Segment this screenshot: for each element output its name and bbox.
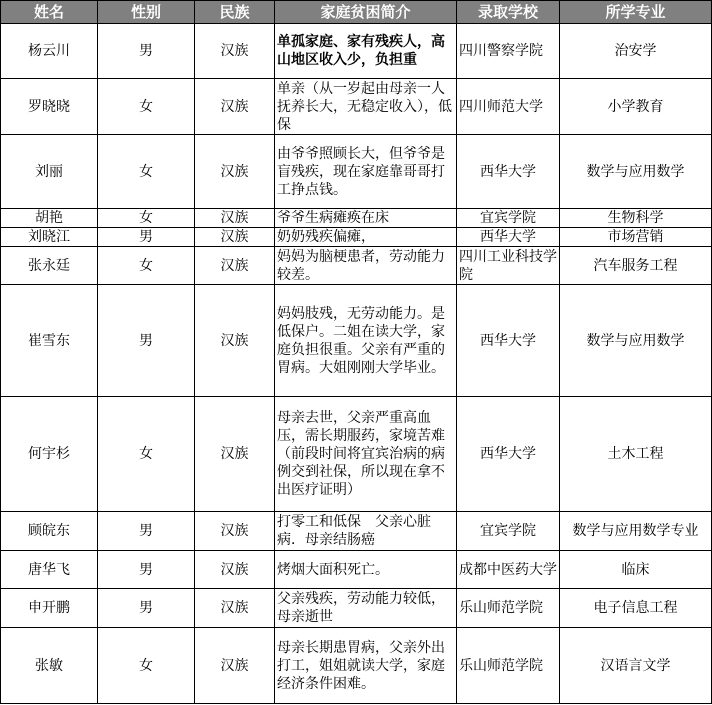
- table-row: [1, 24, 712, 79]
- cell-school: 西华大学: [457, 135, 560, 209]
- cell-major: 汉语言文学: [560, 628, 712, 704]
- table-row: [1, 628, 712, 704]
- cell-major: 生物科学: [560, 209, 712, 228]
- cell-gender: 男: [98, 228, 195, 247]
- table-row: [1, 512, 712, 551]
- cell-note: 母亲去世，父亲严重高血压，需长期服药，家境苦难（前段时间将宜宾治病的病例交到社保，所以现在拿不出医疗证明）: [275, 397, 457, 512]
- cell-school: 四川师范大学: [457, 79, 560, 135]
- cell-name: 杨云川: [1, 24, 98, 79]
- cell-gender: 女: [98, 628, 195, 704]
- cell-name: 顾皖东: [1, 512, 98, 551]
- cell-ethnicity: 汉族: [195, 209, 275, 228]
- table-row: [1, 209, 712, 228]
- cell-ethnicity: 汉族: [195, 247, 275, 285]
- cell-gender: 女: [98, 135, 195, 209]
- cell-ethnicity: 汉族: [195, 512, 275, 551]
- cell-gender: 男: [98, 24, 195, 79]
- header-row: [1, 1, 712, 24]
- cell-major: 土木工程: [560, 397, 712, 512]
- cell-major: 数学与应用数学: [560, 285, 712, 397]
- cell-name: 张永廷: [1, 247, 98, 285]
- table-row: [1, 79, 712, 135]
- cell-ethnicity: 汉族: [195, 135, 275, 209]
- cell-ethnicity: 汉族: [195, 79, 275, 135]
- cell-ethnicity: 汉族: [195, 228, 275, 247]
- cell-gender: 男: [98, 551, 195, 589]
- header-school: 录取学校: [457, 1, 560, 24]
- cell-school: 乐山师范学院: [457, 589, 560, 628]
- cell-school: 宜宾学院: [457, 209, 560, 228]
- cell-major: 数学与应用数学: [560, 135, 712, 209]
- cell-school: 西华大学: [457, 285, 560, 397]
- cell-note: 单亲（从一岁起由母亲一人抚养长大，无稳定收入），低保: [275, 79, 457, 135]
- cell-major: 临床: [560, 551, 712, 589]
- cell-note: 父亲残疾，劳动能力较低，母亲逝世: [275, 589, 457, 628]
- cell-note: 妈妈为脑梗患者，劳动能力较差。: [275, 247, 457, 285]
- cell-name: 唐华飞: [1, 551, 98, 589]
- cell-school: 西华大学: [457, 228, 560, 247]
- cell-gender: 女: [98, 79, 195, 135]
- cell-school: 成都中医药大学: [457, 551, 560, 589]
- cell-major: 电子信息工程: [560, 589, 712, 628]
- cell-note: 由爷爷照顾长大，但爷爷是盲残疾，现在家庭靠哥哥打工挣点钱。: [275, 135, 457, 209]
- cell-note: 烤烟大面积死亡。: [275, 551, 457, 589]
- cell-name: 刘晓江: [1, 228, 98, 247]
- table-row: [1, 135, 712, 209]
- table-row: [1, 228, 712, 247]
- cell-school: 宜宾学院: [457, 512, 560, 551]
- cell-ethnicity: 汉族: [195, 285, 275, 397]
- cell-ethnicity: 汉族: [195, 551, 275, 589]
- cell-name: 胡艳: [1, 209, 98, 228]
- table-row: [1, 285, 712, 397]
- cell-note: 单孤家庭、家有残疾人，高山地区收入少，负担重: [275, 24, 457, 79]
- table-row: [1, 247, 712, 285]
- cell-ethnicity: 汉族: [195, 628, 275, 704]
- header-note: 家庭贫困简介: [275, 1, 457, 24]
- cell-gender: 男: [98, 285, 195, 397]
- cell-gender: 男: [98, 512, 195, 551]
- cell-note: 爷爷生病瘫痪在床: [275, 209, 457, 228]
- cell-name: 何宇杉: [1, 397, 98, 512]
- cell-ethnicity: 汉族: [195, 589, 275, 628]
- header-gender: 性别: [98, 1, 195, 24]
- cell-school: 四川工业科技学院: [457, 247, 560, 285]
- table-row: [1, 551, 712, 589]
- cell-major: 数学与应用数学专业: [560, 512, 712, 551]
- header-name: 姓名: [1, 1, 98, 24]
- cell-ethnicity: 汉族: [195, 24, 275, 79]
- cell-name: 张敏: [1, 628, 98, 704]
- header-ethnicity: 民族: [195, 1, 275, 24]
- cell-note: 妈妈肢残，无劳动能力。是低保户。二姐在读大学，家庭负担很重。父亲有严重的胃病。大姐刚刚大学毕业。: [275, 285, 457, 397]
- cell-note: 母亲长期患胃病，父亲外出打工，姐姐就读大学，家庭经济条件困难。: [275, 628, 457, 704]
- cell-note: 奶奶残疾偏瘫，: [275, 228, 457, 247]
- cell-gender: 女: [98, 397, 195, 512]
- cell-major: 市场营销: [560, 228, 712, 247]
- cell-school: 四川警察学院: [457, 24, 560, 79]
- cell-note: 打零工和低保 父亲心脏病．母亲结肠癌: [275, 512, 457, 551]
- table-row: [1, 397, 712, 512]
- header-major: 所学专业: [560, 1, 712, 24]
- cell-major: 治安学: [560, 24, 712, 79]
- cell-school: 乐山师范学院: [457, 628, 560, 704]
- cell-major: 小学教育: [560, 79, 712, 135]
- table-row: [1, 589, 712, 628]
- cell-school: 西华大学: [457, 397, 560, 512]
- cell-name: 罗晓晓: [1, 79, 98, 135]
- cell-name: 申开鹏: [1, 589, 98, 628]
- cell-ethnicity: 汉族: [195, 397, 275, 512]
- cell-gender: 女: [98, 247, 195, 285]
- cell-name: 崔雪东: [1, 285, 98, 397]
- cell-major: 汽车服务工程: [560, 247, 712, 285]
- cell-gender: 女: [98, 209, 195, 228]
- cell-name: 刘丽: [1, 135, 98, 209]
- cell-gender: 男: [98, 589, 195, 628]
